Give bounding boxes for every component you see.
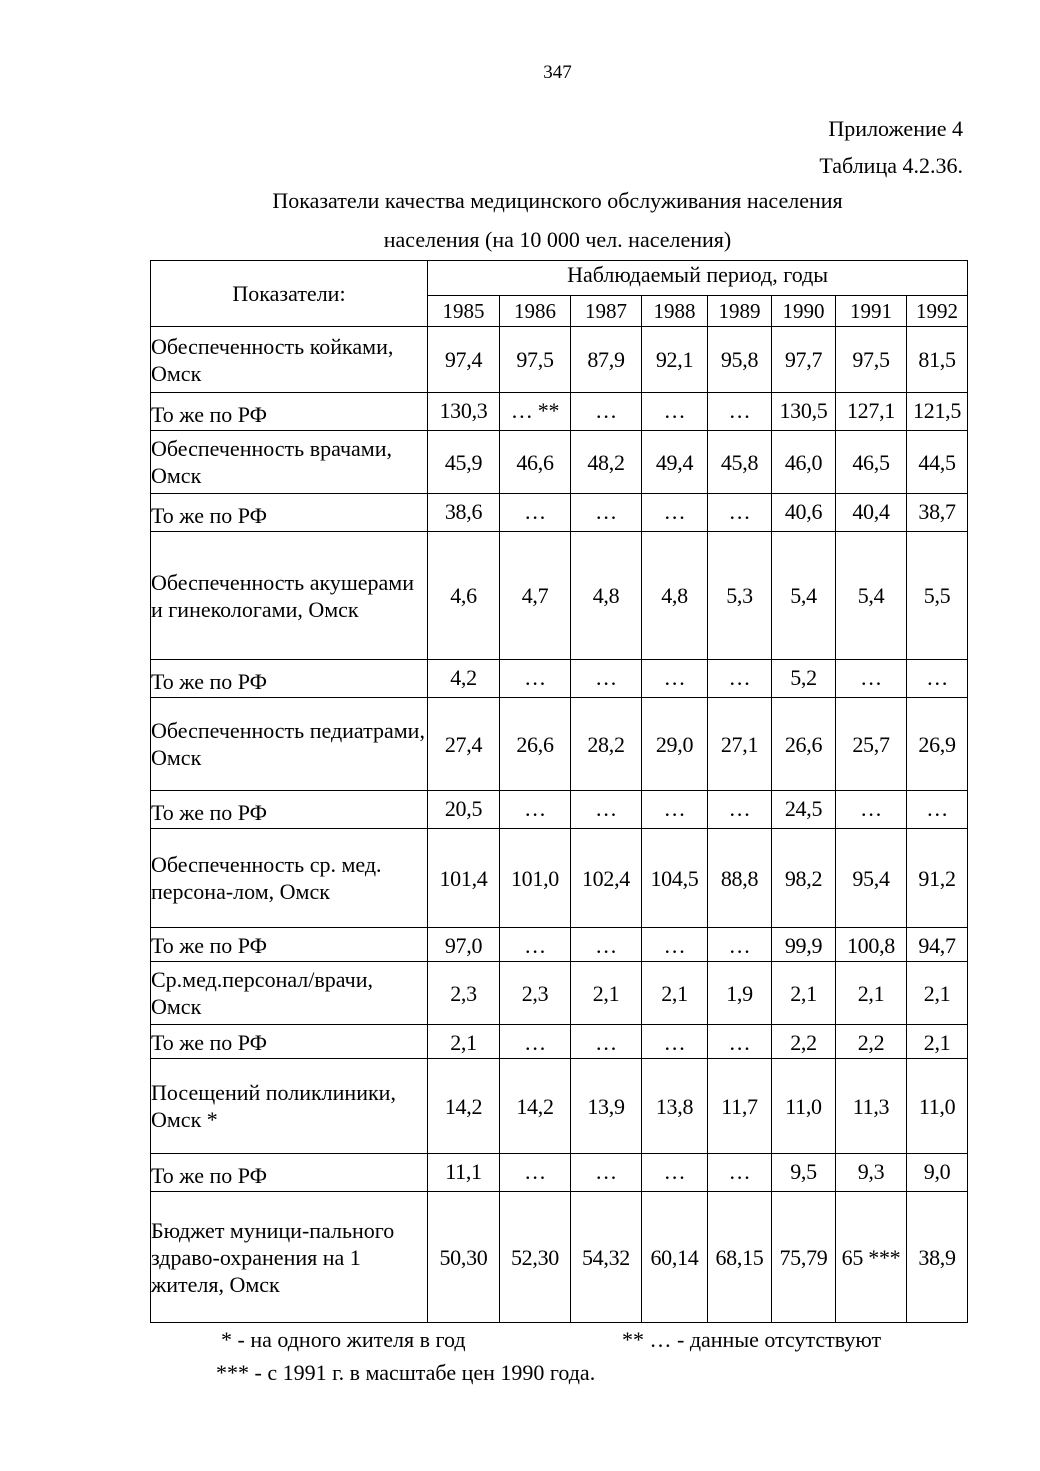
- table-cell: 5,5: [907, 532, 968, 660]
- table-title-line-1: Показатели качества медицинского обслуживания населения: [272, 188, 843, 213]
- table-cell: 100,8: [836, 928, 907, 962]
- table-cell: 65 ***: [836, 1192, 907, 1323]
- table-cell: 94,7: [907, 928, 968, 962]
- table-cell: …: [708, 1154, 772, 1192]
- table-cell: 14,2: [428, 1059, 500, 1154]
- table-cell: …: [571, 1154, 642, 1192]
- year-header: 1985: [428, 296, 500, 327]
- table-cell: 68,15: [708, 1192, 772, 1323]
- table-cell: 97,5: [500, 327, 571, 393]
- row-label: То же по РФ: [151, 494, 428, 532]
- table-cell: 26,6: [500, 698, 571, 791]
- table-cell: 9,3: [836, 1154, 907, 1192]
- table-cell: 9,5: [772, 1154, 836, 1192]
- table-cell: …: [708, 393, 772, 431]
- table-cell: 104,5: [642, 829, 708, 928]
- table-cell: 27,4: [428, 698, 500, 791]
- table-cell: 40,6: [772, 494, 836, 532]
- row-label: Ср.мед.персонал/врачи, Омск: [151, 962, 428, 1025]
- table-cell: …: [642, 1025, 708, 1059]
- table-cell: 38,6: [428, 494, 500, 532]
- table-cell: …: [708, 791, 772, 829]
- table-cell: …: [708, 494, 772, 532]
- table-cell: …: [500, 660, 571, 698]
- row-label: Бюджет муници-пального здраво-охранения на 1 жителя, Омск: [151, 1192, 428, 1323]
- table-cell: 97,4: [428, 327, 500, 393]
- table-cell: 38,9: [907, 1192, 968, 1323]
- table-cell: 87,9: [571, 327, 642, 393]
- row-label: То же по РФ: [151, 393, 428, 431]
- year-header: 1992: [907, 296, 968, 327]
- table-cell: 99,9: [772, 928, 836, 962]
- footnote-triple-star: *** - с 1991 г. в масштабе цен 1990 года.: [216, 1360, 596, 1385]
- year-header: 1989: [708, 296, 772, 327]
- indicators-table: [150, 260, 968, 1323]
- table-cell: 14,2: [500, 1059, 571, 1154]
- table-cell: 46,0: [772, 431, 836, 494]
- table-cell: 54,32: [571, 1192, 642, 1323]
- table-cell: 4,8: [642, 532, 708, 660]
- table-cell: …: [642, 393, 708, 431]
- table-cell: 52,30: [500, 1192, 571, 1323]
- table-row: [151, 698, 968, 791]
- table-cell: 26,6: [772, 698, 836, 791]
- table-row: [151, 393, 968, 431]
- page-number: 347: [543, 62, 572, 83]
- row-label: То же по РФ: [151, 928, 428, 962]
- table-cell: …: [642, 494, 708, 532]
- footnote-single-star: * - на одного жителя в год: [221, 1327, 466, 1352]
- table-cell: …: [708, 660, 772, 698]
- table-cell: …: [571, 660, 642, 698]
- row-label: Обеспеченность ср. мед. персона-лом, Омск: [151, 829, 428, 928]
- table-cell: 2,1: [772, 962, 836, 1025]
- row-label: То же по РФ: [151, 791, 428, 829]
- table-cell: 20,5: [428, 791, 500, 829]
- table-cell: 25,7: [836, 698, 907, 791]
- table-cell: …: [836, 660, 907, 698]
- table-cell: 28,2: [571, 698, 642, 791]
- table-cell: 11,0: [772, 1059, 836, 1154]
- year-header: 1991: [836, 296, 907, 327]
- table-row: [151, 791, 968, 829]
- table-row: [151, 532, 968, 660]
- table-cell: 5,3: [708, 532, 772, 660]
- table-cell: 75,79: [772, 1192, 836, 1323]
- table-cell: 97,0: [428, 928, 500, 962]
- table-cell: 97,7: [772, 327, 836, 393]
- table-cell: 81,5: [907, 327, 968, 393]
- table-number: Таблица 4.2.36.: [819, 153, 963, 178]
- table-cell: 2,1: [642, 962, 708, 1025]
- table-row: [151, 431, 968, 494]
- row-label: Посещений поликлиники, Омск *: [151, 1059, 428, 1154]
- row-label: То же по РФ: [151, 660, 428, 698]
- table-cell: …: [708, 1025, 772, 1059]
- table-cell: …: [836, 791, 907, 829]
- corner-header: Показатели:: [151, 261, 428, 327]
- table-row: [151, 829, 968, 928]
- table-cell: 29,0: [642, 698, 708, 791]
- table-cell: 130,5: [772, 393, 836, 431]
- table-cell: 101,0: [500, 829, 571, 928]
- table-cell: …: [708, 928, 772, 962]
- year-header: 1987: [571, 296, 642, 327]
- table-cell: 4,8: [571, 532, 642, 660]
- table-cell: 49,4: [642, 431, 708, 494]
- table-row: [151, 928, 968, 962]
- table-cell: 13,8: [642, 1059, 708, 1154]
- table-cell: 91,2: [907, 829, 968, 928]
- table-cell: 11,0: [907, 1059, 968, 1154]
- table-cell: 38,7: [907, 494, 968, 532]
- table-cell: 24,5: [772, 791, 836, 829]
- table-cell: 45,8: [708, 431, 772, 494]
- table-cell: …: [571, 494, 642, 532]
- table-cell: 92,1: [642, 327, 708, 393]
- row-label: Обеспеченность койками, Омск: [151, 327, 428, 393]
- row-label: То же по РФ: [151, 1154, 428, 1192]
- table-cell: 2,2: [772, 1025, 836, 1059]
- table-cell: 27,1: [708, 698, 772, 791]
- table-cell: 95,8: [708, 327, 772, 393]
- table-row: [151, 1192, 968, 1323]
- table-cell: …: [500, 494, 571, 532]
- table-cell: 60,14: [642, 1192, 708, 1323]
- table-cell: 127,1: [836, 393, 907, 431]
- table-cell: …: [571, 393, 642, 431]
- table-cell: 2,1: [571, 962, 642, 1025]
- table-cell: 5,4: [836, 532, 907, 660]
- table-row: [151, 962, 968, 1025]
- table-cell: 4,2: [428, 660, 500, 698]
- table-cell: 98,2: [772, 829, 836, 928]
- year-header: 1986: [500, 296, 571, 327]
- table-cell: …: [642, 928, 708, 962]
- row-label: То же по РФ: [151, 1025, 428, 1059]
- table-cell: 101,4: [428, 829, 500, 928]
- table-title-line-2: населения (на 10 000 чел. населения): [383, 227, 732, 252]
- table-cell: …: [642, 1154, 708, 1192]
- table-cell: 4,6: [428, 532, 500, 660]
- table-cell: …: [500, 791, 571, 829]
- table-cell: 121,5: [907, 393, 968, 431]
- table-cell: 26,9: [907, 698, 968, 791]
- table-cell: 2,3: [500, 962, 571, 1025]
- table-cell: …: [571, 928, 642, 962]
- year-header: 1990: [772, 296, 836, 327]
- table-cell: …: [642, 660, 708, 698]
- table-cell: 102,4: [571, 829, 642, 928]
- table-cell: 2,1: [836, 962, 907, 1025]
- table-cell: …: [500, 928, 571, 962]
- table-cell: 9,0: [907, 1154, 968, 1192]
- table-cell: 48,2: [571, 431, 642, 494]
- table-cell: 13,9: [571, 1059, 642, 1154]
- table-cell: 1,9: [708, 962, 772, 1025]
- table-cell: 5,4: [772, 532, 836, 660]
- table-cell: 44,5: [907, 431, 968, 494]
- table-cell: …: [571, 791, 642, 829]
- table-row: [151, 1154, 968, 1192]
- table-cell: 2,1: [907, 962, 968, 1025]
- period-header: Наблюдаемый период, годы: [428, 261, 968, 296]
- row-label: Обеспеченность педиатрами, Омск: [151, 698, 428, 791]
- table-cell: …: [907, 791, 968, 829]
- table-cell: 97,5: [836, 327, 907, 393]
- table-cell: 11,3: [836, 1059, 907, 1154]
- table-cell: 11,7: [708, 1059, 772, 1154]
- appendix-label: Приложение 4: [828, 116, 963, 141]
- table-row: [151, 494, 968, 532]
- table-cell: …: [500, 1025, 571, 1059]
- footnote-double-star: ** … - данные отсутствуют: [622, 1327, 882, 1352]
- table-cell: 2,1: [428, 1025, 500, 1059]
- table-cell: 2,2: [836, 1025, 907, 1059]
- table-cell: 46,6: [500, 431, 571, 494]
- table-row: [151, 1025, 968, 1059]
- table-cell: 4,7: [500, 532, 571, 660]
- table-row: [151, 660, 968, 698]
- row-label: Обеспеченность акушерами и гинекологами, Омск: [151, 532, 428, 660]
- table-cell: …: [500, 1154, 571, 1192]
- table-cell: … **: [500, 393, 571, 431]
- table-cell: 46,5: [836, 431, 907, 494]
- row-label: Обеспеченность врачами, Омск: [151, 431, 428, 494]
- table-cell: 45,9: [428, 431, 500, 494]
- table-cell: 95,4: [836, 829, 907, 928]
- table-cell: …: [642, 791, 708, 829]
- table-cell: 11,1: [428, 1154, 500, 1192]
- table-cell: 88,8: [708, 829, 772, 928]
- table-cell: …: [571, 1025, 642, 1059]
- table-cell: …: [907, 660, 968, 698]
- table-cell: 2,3: [428, 962, 500, 1025]
- table-cell: 130,3: [428, 393, 500, 431]
- table-row: [151, 1059, 968, 1154]
- year-header: 1988: [642, 296, 708, 327]
- table-row: [151, 327, 968, 393]
- table-cell: 50,30: [428, 1192, 500, 1323]
- table-cell: 40,4: [836, 494, 907, 532]
- table-cell: 5,2: [772, 660, 836, 698]
- table-cell: 2,1: [907, 1025, 968, 1059]
